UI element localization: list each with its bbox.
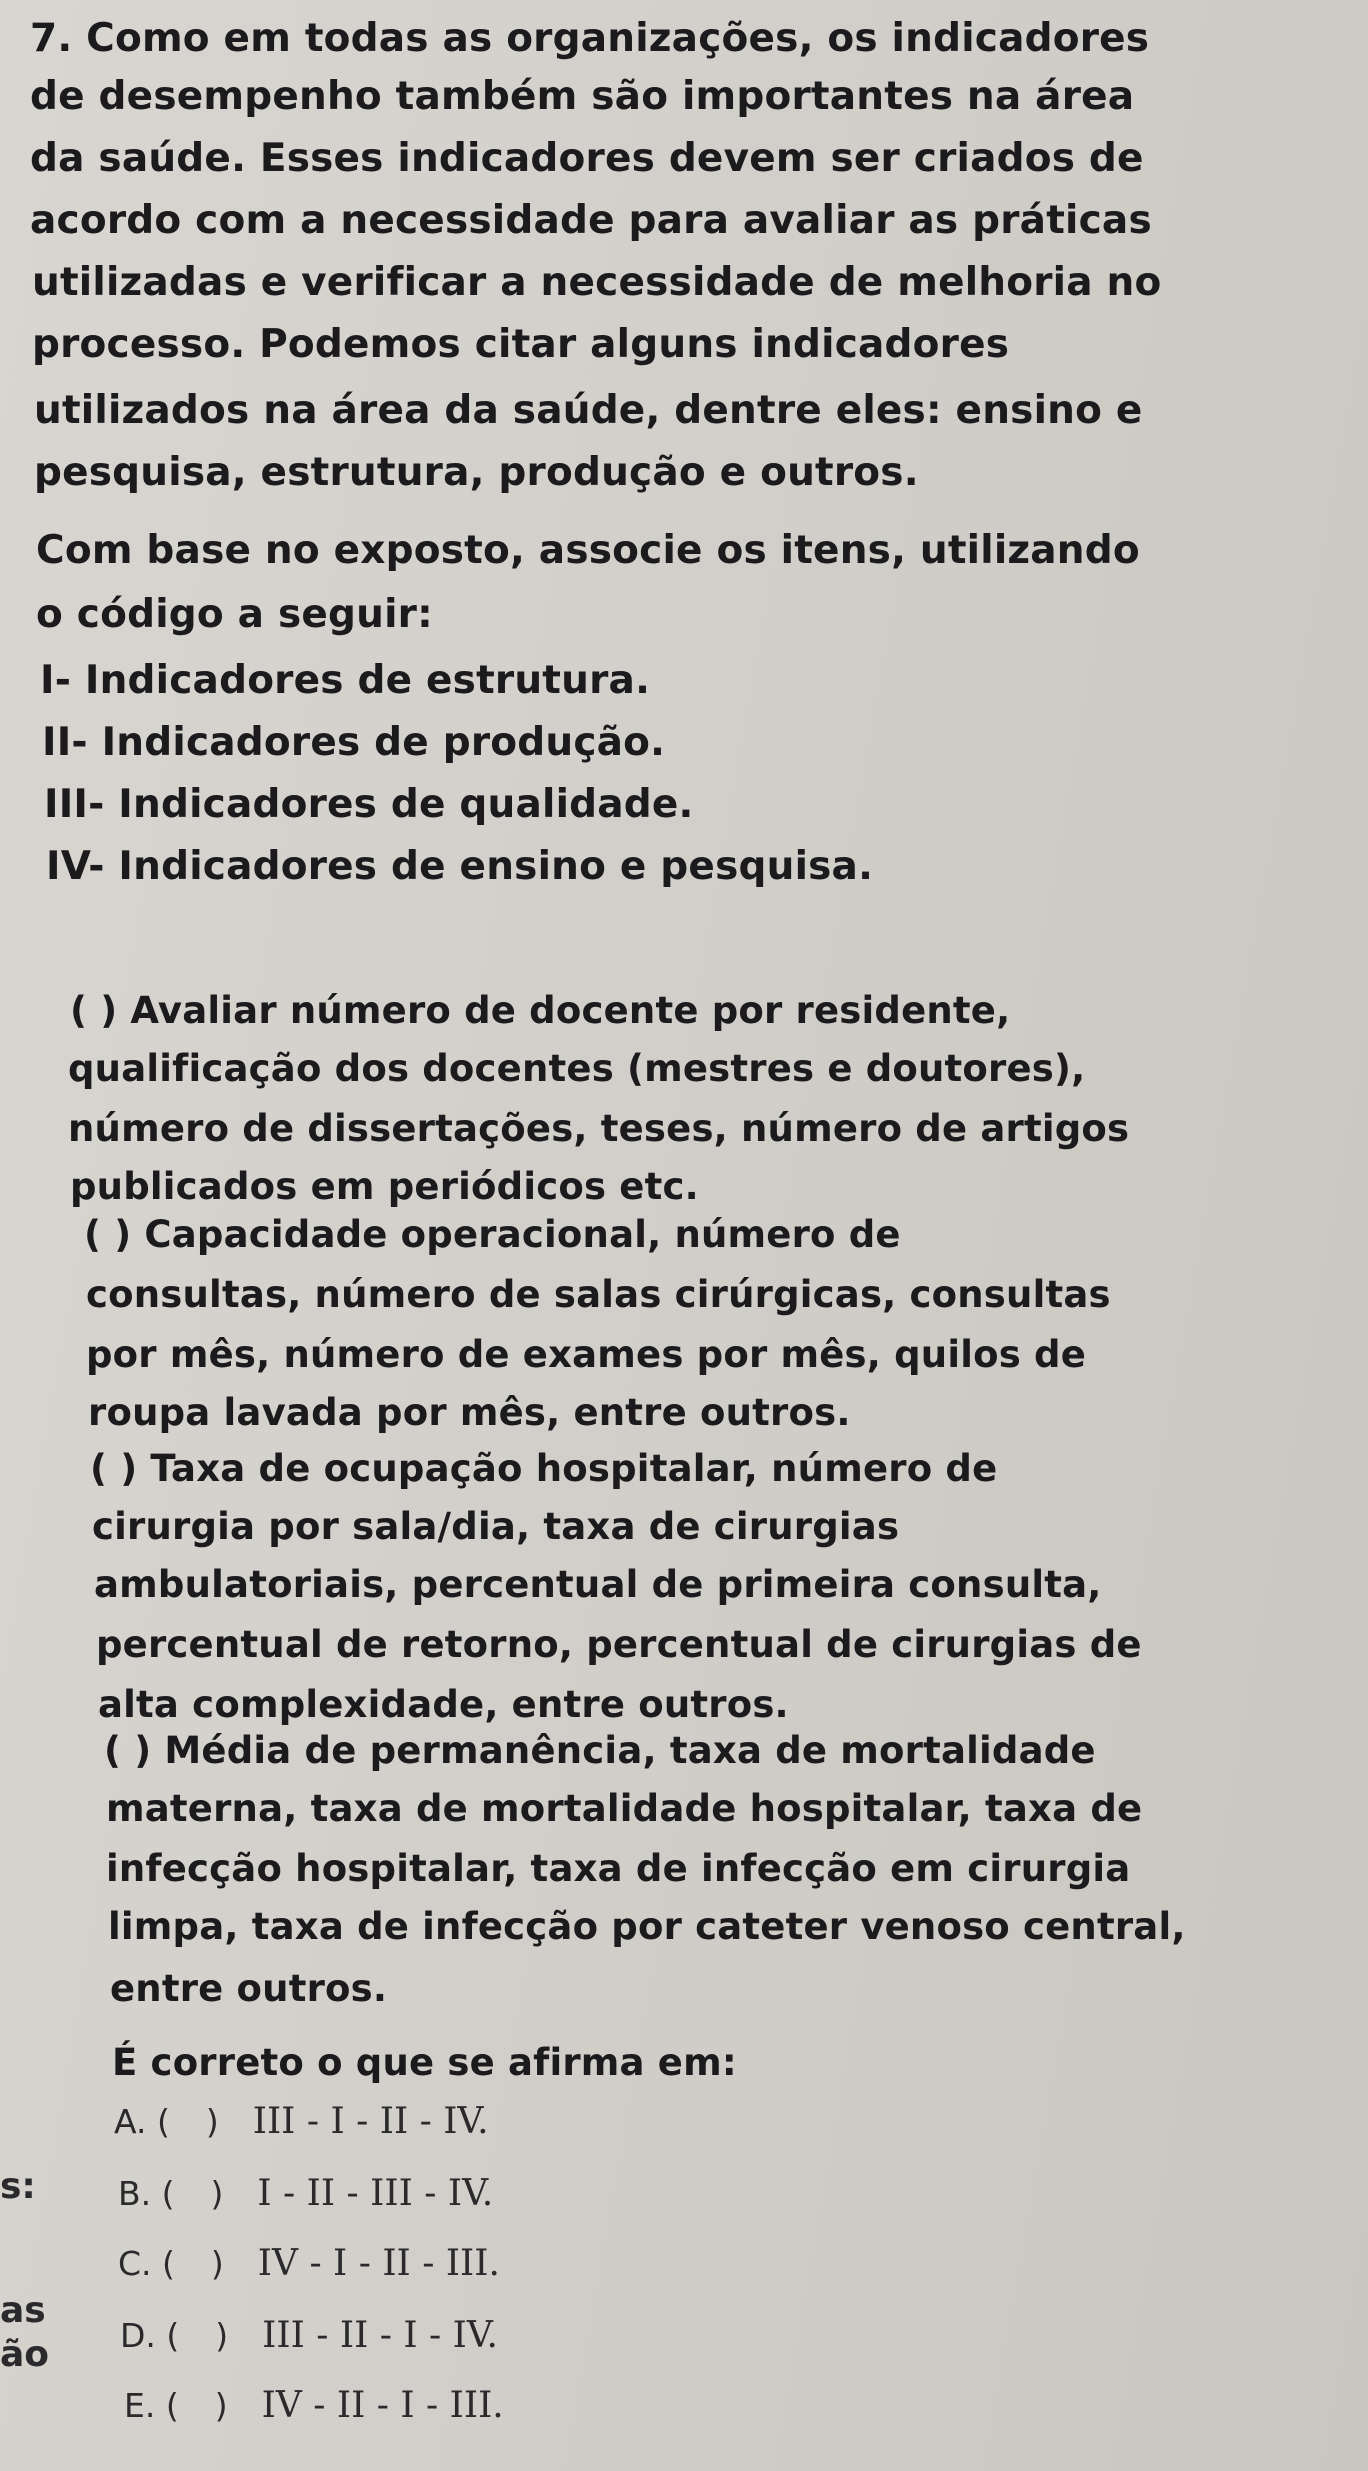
item-2-line: ( ) Capacidade operacional, número de (84, 1213, 901, 1256)
code-item-iv: IV- Indicadores de ensino e pesquisa. (46, 844, 874, 889)
option-d-close: ) (215, 2316, 229, 2355)
stem-line: utilizados na área da saúde, dentre eles: ensino e (34, 388, 1143, 433)
option-e-label: E. ( (124, 2386, 179, 2425)
option-a-value: III - I - II - IV. (252, 2101, 489, 2142)
stem-line: pesquisa, estrutura, produção e outros. (34, 450, 919, 495)
stem-line: 7. Como em todas as organizações, os indicadores (30, 16, 1150, 61)
item-2-line: por mês, número de exames por mês, quilos de (86, 1333, 1086, 1376)
item-4-line: entre outros. (110, 1967, 388, 2010)
item-3-line: ( ) Taxa de ocupação hospitalar, número de (90, 1447, 998, 1490)
stem-line: acordo com a necessidade para avaliar as práticas (30, 198, 1152, 243)
stem-line: da saúde. Esses indicadores devem ser criados de (30, 136, 1144, 181)
instruction-line: o código a seguir: (36, 592, 433, 637)
item-4-line: materna, taxa de mortalidade hospitalar, taxa de (106, 1787, 1143, 1830)
option-a-label: A. ( (114, 2102, 170, 2141)
item-4-line: ( ) Média de permanência, taxa de mortalidade (104, 1729, 1096, 1772)
option-d-value: III - II - I - IV. (262, 2315, 498, 2356)
option-a-close: ) (205, 2102, 219, 2141)
option-e-value: IV - II - I - III. (261, 2385, 504, 2426)
margin-fragment: as (0, 2290, 46, 2331)
option-e[interactable] (124, 2384, 504, 2428)
option-c-value: IV - I - II - III. (257, 2243, 500, 2284)
answer-prompt: É correto o que se afirma em: (112, 2041, 737, 2084)
option-b-value: I - II - III - IV. (257, 2173, 494, 2214)
code-item-ii: II- Indicadores de produção. (42, 720, 666, 765)
option-b-label: B. ( (118, 2174, 175, 2213)
item-4-line: infecção hospitalar, taxa de infecção em cirurgia (106, 1847, 1131, 1890)
option-c-label: C. ( (118, 2244, 175, 2283)
item-2-line: roupa lavada por mês, entre outros. (88, 1391, 851, 1434)
margin-fragment: s: (0, 2166, 36, 2207)
option-c[interactable] (118, 2242, 500, 2286)
stem-line: processo. Podemos citar alguns indicadores (32, 322, 1010, 367)
option-e-close: ) (214, 2386, 228, 2425)
item-1-line: número de dissertações, teses, número de artigos (68, 1107, 1130, 1150)
item-3-line: alta complexidade, entre outros. (98, 1683, 789, 1726)
stem-line: de desempenho também são importantes na área (30, 74, 1135, 119)
code-item-iii: III- Indicadores de qualidade. (44, 782, 694, 827)
margin-fragment: ão (0, 2334, 50, 2375)
item-3-line: cirurgia por sala/dia, taxa de cirurgias (92, 1505, 900, 1548)
item-3-line: ambulatoriais, percentual de primeira consulta, (94, 1563, 1102, 1606)
option-a[interactable] (114, 2100, 489, 2144)
item-1-line: qualificação dos docentes (mestres e doutores), (68, 1047, 1086, 1090)
item-3-line: percentual de retorno, percentual de cirurgias de (96, 1623, 1142, 1666)
stem-line: utilizadas e verificar a necessidade de melhoria no (32, 260, 1162, 305)
option-d-label: D. ( (120, 2316, 180, 2355)
item-1-line: ( ) Avaliar número de docente por residente, (70, 989, 1011, 1032)
option-b[interactable] (118, 2172, 493, 2216)
item-1-line: publicados em periódicos etc. (70, 1165, 699, 1208)
item-2-line: consultas, número de salas cirúrgicas, consultas (86, 1273, 1111, 1316)
option-c-close: ) (210, 2244, 224, 2283)
instruction-line: Com base no exposto, associe os itens, utilizando (36, 528, 1140, 573)
code-item-i: I- Indicadores de estrutura. (40, 658, 651, 703)
item-4-line: limpa, taxa de infecção por cateter venoso central, (108, 1905, 1186, 1948)
option-d[interactable] (120, 2314, 498, 2358)
option-b-close: ) (210, 2174, 224, 2213)
